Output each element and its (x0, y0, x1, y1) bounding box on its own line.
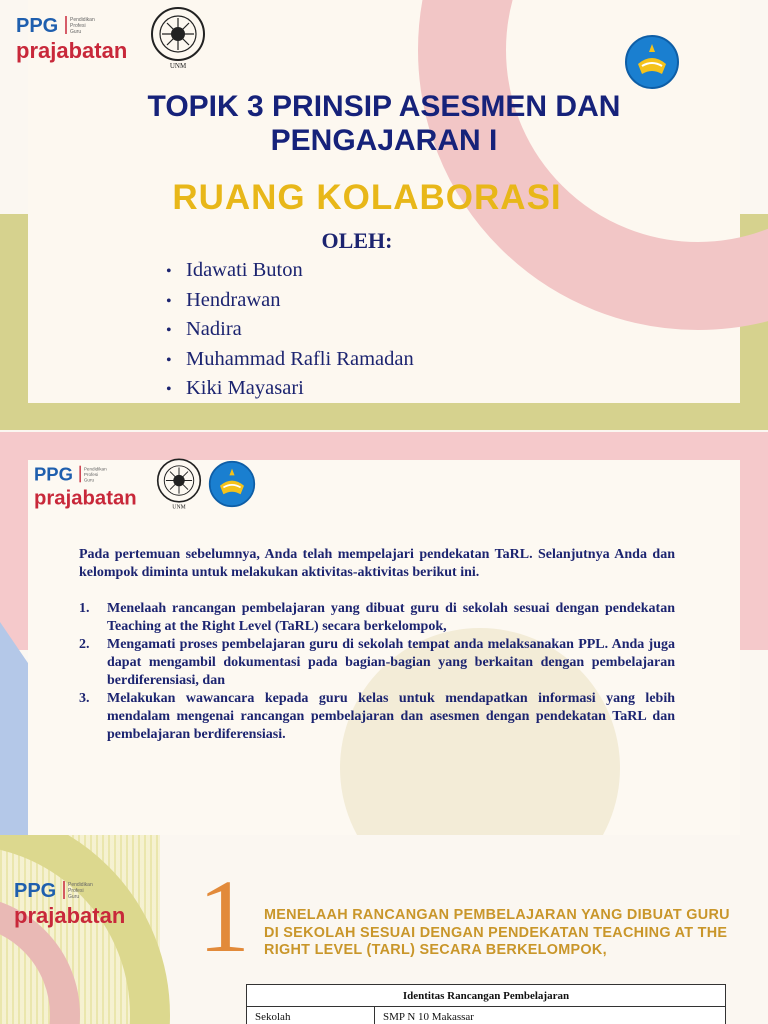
section-heading: MENELAAH RANCANGAN PEMBELAJARAN YANG DIBUAT GURU DI SEKOLAH SESUAI DENGAN PENDEKATAN TEACHING AT THE RIGHT LEVEL (TARL) SECARA BERKELOMPOK, (264, 907, 730, 958)
logo-tagline-2: Profesi (83, 471, 99, 477)
logo-tagline-1: Pendidikan (68, 882, 93, 888)
table-cell-label: Sekolah (247, 1007, 375, 1024)
logo-ppg-text: PPG (34, 463, 73, 485)
table-header-row (247, 985, 726, 1007)
logo-tagline-3: Guru (70, 29, 82, 35)
oleh-label: OLEH: (321, 228, 393, 253)
lesson-plan-identity-table (246, 984, 726, 1024)
logo-prajabatan-text: prajabatan (14, 903, 126, 928)
author-item: • Kiki Mayasari (166, 377, 304, 400)
unm-seal-icon (150, 4, 206, 75)
ppg-prajabatan-logo (16, 10, 146, 71)
logo-tagline-1: Pendidikan (70, 17, 95, 23)
unm-seal-icon (156, 456, 202, 515)
author-item: • Nadira (166, 318, 242, 341)
logo-ppg-text: PPG (16, 15, 59, 37)
activities-list (79, 600, 675, 744)
logo-prajabatan-text: prajabatan (34, 487, 137, 510)
table-row (247, 1007, 726, 1024)
logo-tagline-3: Guru (83, 477, 95, 483)
slide-title-line-1: TOPIK 3 PRINSIP ASESMEN DAN (147, 90, 621, 123)
table-header: Identitas Rancangan Pembelajaran (247, 985, 726, 1007)
logo-tagline-1: Pendidikan (83, 466, 107, 472)
logo-prajabatan-text: prajabatan (16, 38, 128, 63)
kemendikbud-logo-icon (624, 34, 680, 95)
authors-list (166, 256, 414, 404)
list-item: 3. Melakukan wawancara kepada guru kelas untuk mendapatkan informasi yang lebih mendalam mengenai rancangan pembelajaran dan asesmen dengan pendekatan TaRL dan pembelajaran berdiferensiasi. (79, 691, 675, 742)
slide-title-line-2: PENGAJARAN I (270, 124, 498, 157)
section-number: 1 (198, 859, 250, 974)
ppg-prajabatan-logo (34, 460, 154, 517)
list-item: 2. Mengamati proses pembelajaran guru di sekolah tempat anda melaksanakan PPL. Anda juga dapat mengambil dokumentasi pada bagian-bagian yang berkaitan dengan pembelajaran berdiferensiasi, dan (79, 637, 675, 688)
kemendikbud-logo-icon (208, 460, 256, 513)
list-item: 1. Menelaah rancangan pembelajaran yang dibuat guru di sekolah sesuai dengan pendekatan Teaching at the Right Level (TaRL) secara berkelompok, (79, 601, 675, 634)
slide-3-activity-1 (0, 835, 768, 1024)
logo-ppg-text: PPG (14, 880, 57, 902)
table-cell-value: SMP N 10 Makassar (375, 1007, 726, 1024)
logo-tagline-3: Guru (68, 894, 80, 900)
slide-subtitle: RUANG KOLABORASI (172, 178, 562, 217)
logo-tagline-2: Profesi (70, 23, 86, 29)
activities-text (79, 546, 675, 744)
unm-seal-initials: UNM (169, 62, 187, 70)
slide-2-activities (0, 432, 768, 835)
unm-seal-initials: UNM (172, 504, 186, 510)
intro-paragraph: Pada pertemuan sebelumnya, Anda telah mempelajari pendekatan TaRL. Selanjutnya Anda dan kelompok diminta untuk melakukan aktivitas-aktivitas berikut ini. (79, 547, 675, 580)
slide-title (0, 90, 768, 158)
author-item: • Hendrawan (166, 288, 281, 311)
ppg-prajabatan-logo (14, 875, 144, 936)
author-item: • Muhammad Rafli Ramadan (166, 347, 414, 370)
logo-tagline-2: Profesi (68, 888, 84, 894)
slide-1-cover (0, 0, 768, 432)
author-item: • Idawati Buton (166, 259, 303, 281)
